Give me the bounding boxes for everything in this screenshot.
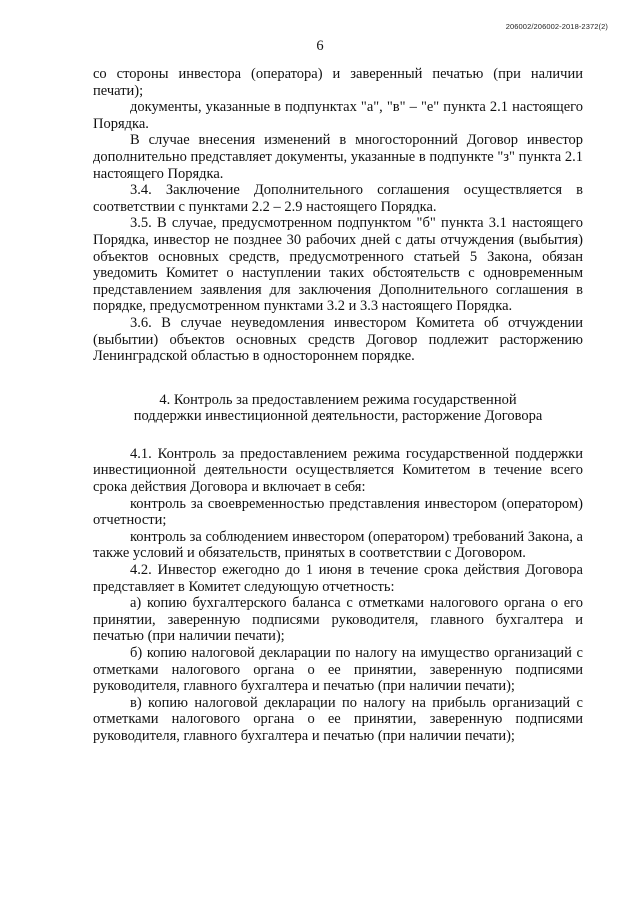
paragraph-multilateral-changes: В случае внесения изменений в многосторонний Договор инвестор дополнительно представляет документы, указанные в подпункте "з" пункта 2.1 настоящего Порядка. <box>93 132 583 182</box>
paragraph-item-b: б) копию налоговой декларации по налогу на имущество организаций с отметками налогового органа о ее принятии, заверенную подписями руководителя, главного бухгалтера и печатью (при наличии печати); <box>93 645 583 695</box>
paragraph-4-2: 4.2. Инвестор ежегодно до 1 июня в течение срока действия Договора представляет в Комитет следующую отчетность: <box>93 562 583 595</box>
section-heading-line-2: поддержки инвестиционной деятельности, расторжение Договора <box>133 408 543 425</box>
paragraph-continuation: со стороны инвестора (оператора) и заверенный печатью (при наличии печати); <box>93 66 583 99</box>
paragraph-control-compliance: контроль за соблюдением инвестором (оператором) требований Закона, а также условий и обязательств, принятых в соответствии с Договором. <box>93 528 583 562</box>
paragraph-3-6: 3.6. В случае неуведомления инвестором Комитета об отчуждении (выбытии) объектов основных средств Договор подлежит расторжению Ленинградской областью в одностороннем порядке. <box>93 314 583 365</box>
paragraph-3-4: 3.4. Заключение Дополнительного соглашения осуществляется в соответствии с пунктами 2.2 – 2.9 настоящего Порядка. <box>93 182 583 215</box>
document-body <box>93 66 583 745</box>
page-number: 6 <box>316 38 324 54</box>
document-code: 206002/206002-2018-2372(2) <box>505 22 608 31</box>
section-heading <box>93 392 583 425</box>
paragraph-control-reporting: контроль за своевременностью представления инвестором (оператором) отчетности; <box>93 495 583 529</box>
paragraph-3-5: 3.5. В случае, предусмотренном подпунктом "б" пункта 3.1 настоящего Порядка, инвестор не позднее 30 рабочих дней с даты отчуждения (выбытия) объектов основных средств, предусмотренного статьей 5 Закона, обязан уведомить Комитет о наступлении таких обстоятельств с одновременным представлением заявления для заключения Дополнительного соглашения в порядке, предусмотренном пунктами 3.2 и 3.3 настоящего Порядка. <box>93 215 583 315</box>
paragraph-item-a: а) копию бухгалтерского баланса с отметками налогового органа о его принятии, заверенную подписями руководителя, главного бухгалтера и печатью (при наличии печати); <box>93 595 583 645</box>
section-heading-line-1: 4. Контроль за предоставлением режима государственной <box>159 391 517 408</box>
paragraph-documents: документы, указанные в подпунктах "а", "в" – "е" пункта 2.1 настоящего Порядка. <box>93 99 583 132</box>
paragraph-item-v: в) копию налоговой декларации по налогу на прибыль организаций с отметками налогового органа о ее принятии, заверенную подписями руководителя, главного бухгалтера и печатью (при наличии печати); <box>93 694 583 744</box>
paragraph-4-1: 4.1. Контроль за предоставлением режима государственной поддержки инвестиционной деятельности осуществляется Комитетом в течение всего срока действия Договора и включает в себя: <box>93 445 583 496</box>
